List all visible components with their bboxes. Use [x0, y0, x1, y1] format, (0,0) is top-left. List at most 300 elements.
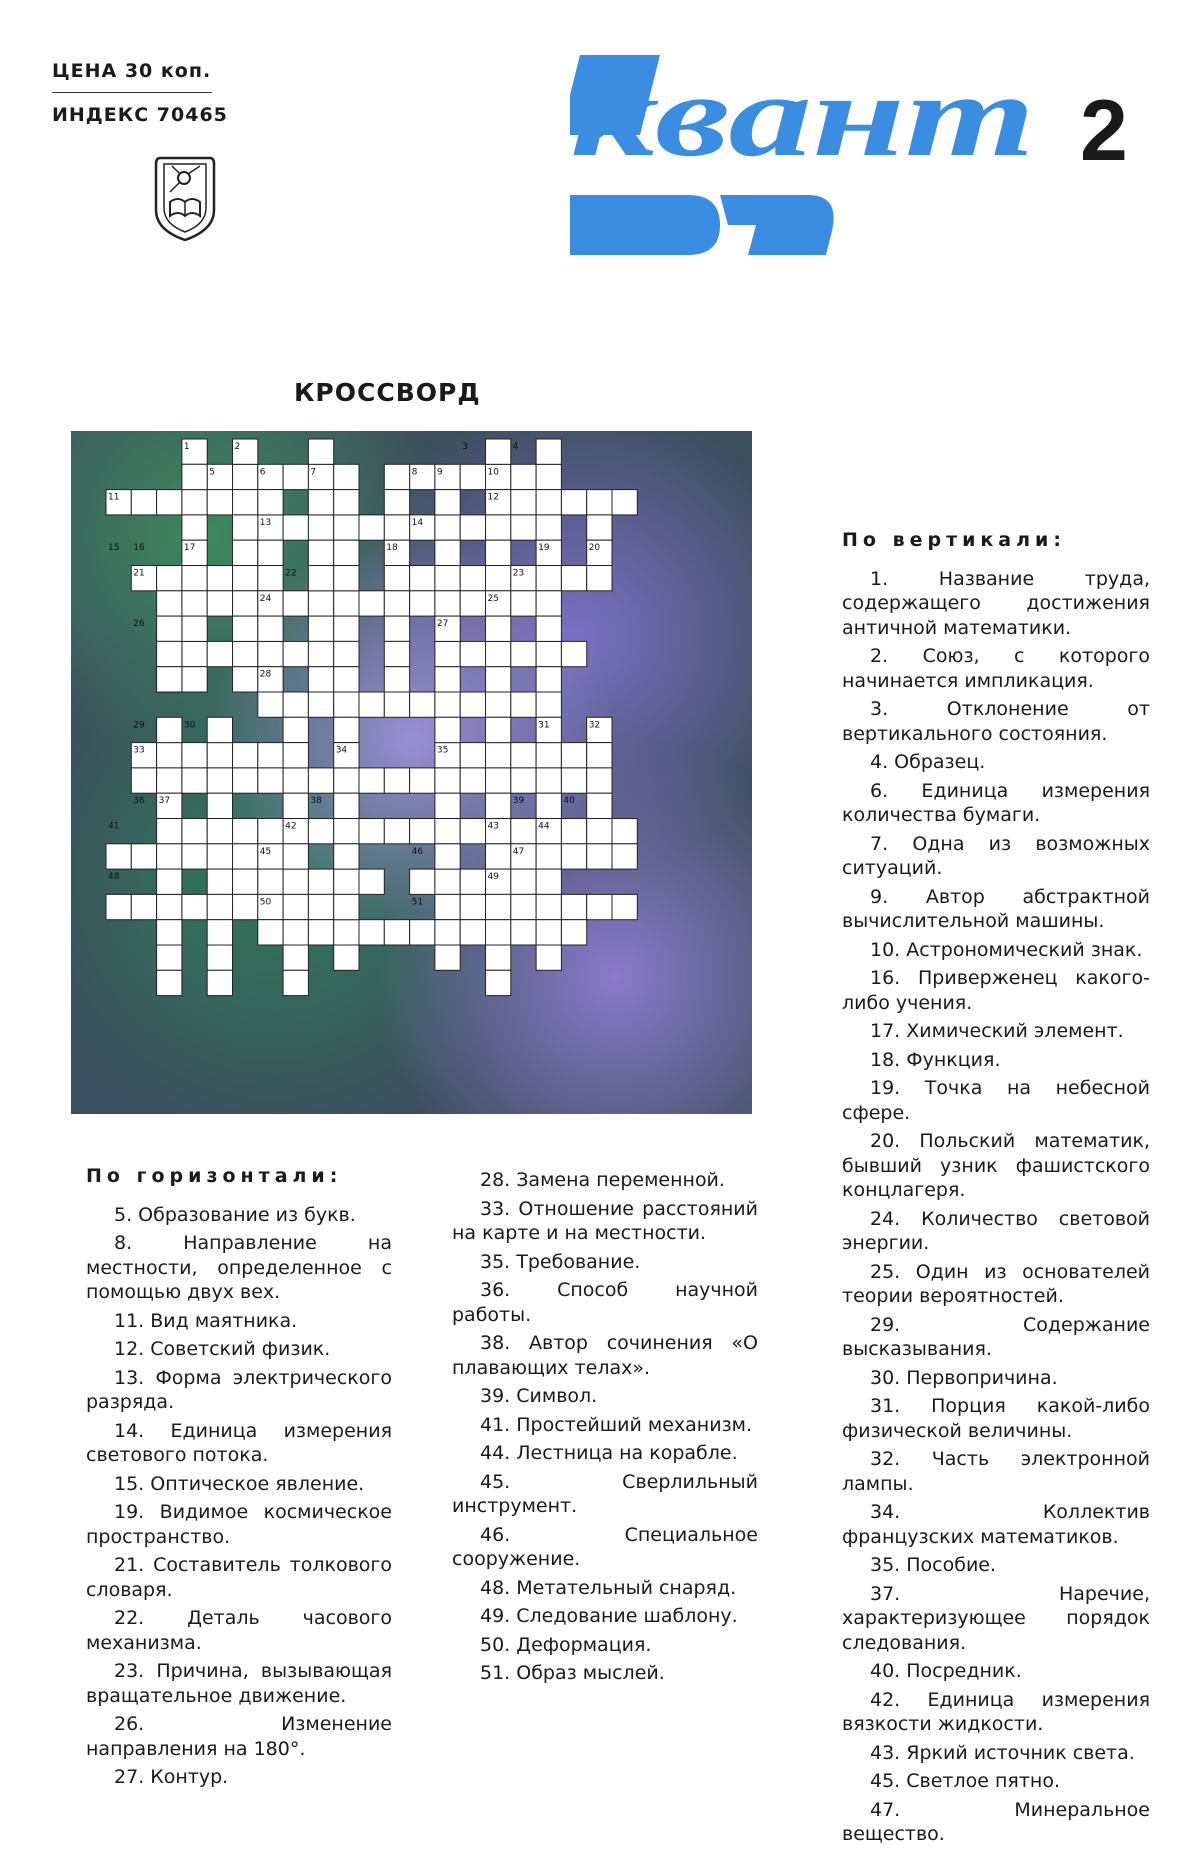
crossword-cell[interactable] — [283, 591, 308, 616]
crossword-cell[interactable] — [536, 641, 561, 666]
crossword-cell[interactable] — [334, 490, 359, 515]
crossword-cell[interactable] — [233, 894, 258, 919]
crossword-cell[interactable] — [308, 819, 333, 844]
clue-number: 22 — [285, 568, 297, 579]
crossword-cell[interactable] — [511, 490, 536, 515]
crossword-cell[interactable] — [308, 920, 333, 945]
crossword-cell[interactable] — [359, 591, 384, 616]
crossword-cell[interactable] — [258, 641, 283, 666]
crossword-cell[interactable] — [334, 667, 359, 692]
clue-number: 36 — [133, 796, 145, 807]
crossword-cell[interactable] — [106, 894, 131, 919]
crossword-cell[interactable] — [334, 692, 359, 717]
crossword-cell[interactable] — [486, 439, 511, 464]
crossword-cell[interactable] — [207, 793, 232, 818]
crossword-cell[interactable] — [460, 743, 485, 768]
crossword-cell[interactable] — [233, 566, 258, 591]
clue-number: 4 — [512, 442, 519, 452]
clue-item: 12. Советский физик. — [114, 1338, 331, 1360]
crossword-cell[interactable] — [157, 920, 182, 945]
clue-item: 1. Название труда, содержащего достижения античной математики. — [842, 567, 1150, 639]
crossword-cell[interactable] — [334, 920, 359, 945]
crossword-cell[interactable] — [334, 717, 359, 742]
crossword-cell[interactable] — [308, 616, 333, 641]
crossword-cell[interactable] — [486, 692, 511, 717]
crossword-cell[interactable] — [157, 768, 182, 793]
crossword-cell[interactable] — [334, 945, 359, 970]
crossword-cell[interactable] — [486, 945, 511, 970]
clue-number: 28 — [259, 669, 272, 680]
crossword-cell[interactable] — [182, 464, 207, 489]
crossword-cell[interactable] — [435, 717, 460, 742]
crossword-cell[interactable] — [587, 844, 612, 869]
clue-item: 51. Образ мыслей. — [480, 1662, 665, 1684]
crossword-cell[interactable] — [207, 970, 232, 995]
crossword-cell[interactable] — [536, 616, 561, 641]
clue-number: 47 — [512, 846, 525, 857]
clue-item: 38. Автор сочинения «О плавающих телах». — [452, 1332, 758, 1379]
crossword-cell[interactable] — [486, 970, 511, 995]
crossword-cell[interactable] — [308, 894, 333, 919]
crossword-cell[interactable] — [536, 667, 561, 692]
index-label: ИНДЕКС 70465 — [52, 104, 228, 126]
crossword-cell[interactable] — [258, 819, 283, 844]
crossword-cell[interactable] — [283, 743, 308, 768]
clue-item: 13. Форма электрического разряда. — [86, 1366, 392, 1413]
crossword-cell[interactable] — [384, 692, 409, 717]
crossword-cell[interactable] — [157, 717, 182, 742]
crossword-cell[interactable] — [207, 844, 232, 869]
crossword-cell[interactable] — [334, 566, 359, 591]
crossword-cell[interactable] — [561, 641, 586, 666]
crossword-cell[interactable] — [233, 768, 258, 793]
crossword-cell[interactable] — [410, 692, 435, 717]
crossword-cell[interactable] — [233, 540, 258, 565]
crossword-cell[interactable] — [157, 945, 182, 970]
crossword-cell[interactable] — [157, 566, 182, 591]
crossword-cell[interactable] — [359, 768, 384, 793]
crossword-cell[interactable] — [308, 692, 333, 717]
crossword-cell[interactable] — [182, 490, 207, 515]
crossword-cell[interactable] — [460, 566, 485, 591]
crossword-cell[interactable] — [182, 894, 207, 919]
crossword-cell[interactable] — [612, 844, 637, 869]
clue-number: 31 — [538, 720, 550, 731]
crossword-cell[interactable] — [233, 591, 258, 616]
crossword-cell[interactable] — [283, 515, 308, 540]
crossword-cell[interactable] — [233, 743, 258, 768]
crossword-cell[interactable] — [410, 920, 435, 945]
crossword-cell[interactable] — [308, 515, 333, 540]
crossword-cell[interactable] — [182, 641, 207, 666]
crossword-cell[interactable] — [182, 819, 207, 844]
crossword-cell[interactable] — [486, 667, 511, 692]
crossword-cell[interactable] — [182, 591, 207, 616]
clue-number: 34 — [335, 745, 348, 756]
crossword-cell[interactable] — [587, 743, 612, 768]
crossword-cell[interactable] — [511, 692, 536, 717]
clue-number: 16 — [133, 543, 145, 554]
crossword-cell[interactable] — [511, 515, 536, 540]
crossword-cell[interactable] — [511, 464, 536, 489]
crossword-cell[interactable] — [536, 768, 561, 793]
crossword-cell[interactable] — [511, 894, 536, 919]
clue-number: 23 — [512, 568, 525, 579]
crossword-cell[interactable] — [308, 490, 333, 515]
logo-text: квант — [570, 55, 1035, 181]
crossword-cell[interactable] — [131, 490, 156, 515]
crossword-cell[interactable] — [283, 894, 308, 919]
crossword-cell[interactable] — [283, 768, 308, 793]
crossword-cell[interactable] — [435, 869, 460, 894]
crossword-cell[interactable] — [207, 490, 232, 515]
crossword-cell[interactable] — [334, 768, 359, 793]
crossword-cell[interactable] — [233, 490, 258, 515]
price-label: ЦЕНА 30 коп. — [52, 60, 212, 82]
crossword-cell[interactable] — [308, 667, 333, 692]
clue-number: 9 — [436, 467, 443, 478]
crossword-cell[interactable] — [207, 819, 232, 844]
crossword-cell[interactable] — [410, 869, 435, 894]
crossword-cell[interactable] — [410, 591, 435, 616]
crossword-cell[interactable] — [536, 692, 561, 717]
crossword-cell[interactable] — [435, 591, 460, 616]
crossword-cell[interactable] — [460, 819, 485, 844]
crossword-cell[interactable] — [258, 692, 283, 717]
crossword-cell[interactable] — [511, 920, 536, 945]
crossword-cell[interactable] — [157, 819, 182, 844]
crossword-cell[interactable] — [233, 869, 258, 894]
crossword-cell[interactable] — [334, 869, 359, 894]
crossword-cell[interactable] — [308, 439, 333, 464]
clue-item: 29. Содержание высказывания. — [842, 1313, 1150, 1360]
crossword-cell[interactable] — [536, 793, 561, 818]
vertical-clues — [842, 528, 1150, 1851]
crossword-cell[interactable] — [384, 591, 409, 616]
clue-number: 7 — [310, 467, 317, 478]
crossword-cell[interactable] — [612, 894, 637, 919]
crossword-cell[interactable] — [460, 894, 485, 919]
crossword-cell[interactable] — [283, 920, 308, 945]
crossword-cell[interactable] — [460, 692, 485, 717]
crossword-cell[interactable] — [334, 641, 359, 666]
crossword-cell[interactable] — [384, 515, 409, 540]
crossword-cell[interactable] — [435, 920, 460, 945]
crossword-cell[interactable] — [536, 439, 561, 464]
crossword-cell[interactable] — [308, 869, 333, 894]
clue-number: 24 — [259, 593, 272, 604]
crossword-cell[interactable] — [587, 793, 612, 818]
crossword-cell[interactable] — [384, 464, 409, 489]
crossword-cell[interactable] — [207, 920, 232, 945]
crossword-cell[interactable] — [233, 515, 258, 540]
crossword-cell[interactable] — [157, 616, 182, 641]
crossword-cell[interactable] — [587, 515, 612, 540]
crossword-cell[interactable] — [157, 667, 182, 692]
crossword-cell[interactable] — [384, 566, 409, 591]
crossword-cell[interactable] — [157, 641, 182, 666]
crossword-cell[interactable] — [334, 540, 359, 565]
crossword-cell[interactable] — [536, 743, 561, 768]
crossword-cell[interactable] — [587, 490, 612, 515]
crossword-cell[interactable] — [435, 490, 460, 515]
crossword-cell[interactable] — [182, 743, 207, 768]
crossword-cell[interactable] — [486, 844, 511, 869]
crossword-cell[interactable] — [157, 490, 182, 515]
crossword-cell[interactable] — [435, 692, 460, 717]
crossword-cell[interactable] — [384, 920, 409, 945]
crossword-cell[interactable] — [258, 869, 283, 894]
crossword-cell[interactable] — [536, 844, 561, 869]
crossword-cell[interactable] — [359, 515, 384, 540]
clue-item: 45. Сверлильный инструмент. — [452, 1470, 758, 1517]
crossword-cell[interactable] — [384, 641, 409, 666]
clue-item: 35. Требование. — [480, 1250, 641, 1273]
clue-number: 17 — [183, 543, 196, 554]
crossword-cell[interactable] — [410, 819, 435, 844]
crossword-cell[interactable] — [233, 464, 258, 489]
crossword-cell[interactable] — [435, 819, 460, 844]
crossword-cell[interactable] — [435, 667, 460, 692]
crossword-cell[interactable] — [587, 819, 612, 844]
crossword-cell[interactable] — [207, 945, 232, 970]
crossword-cell[interactable] — [511, 768, 536, 793]
crossword-cell[interactable] — [511, 819, 536, 844]
crossword-cell[interactable] — [258, 566, 283, 591]
clue-item: 50. Деформация. — [480, 1633, 652, 1656]
crossword-cell[interactable] — [435, 540, 460, 565]
clue-number: 13 — [259, 517, 272, 528]
clue-number: 50 — [259, 897, 272, 908]
crossword-cell[interactable] — [106, 844, 131, 869]
crossword-cell[interactable] — [486, 717, 511, 742]
crossword-cell[interactable] — [334, 515, 359, 540]
crossword-cell[interactable] — [283, 717, 308, 742]
crossword-cell[interactable] — [587, 894, 612, 919]
crossword-cell[interactable] — [207, 768, 232, 793]
crossword-cell[interactable] — [308, 768, 333, 793]
crossword-cell[interactable] — [258, 743, 283, 768]
crossword-cell[interactable] — [435, 945, 460, 970]
clue-item: 17. Химический элемент. — [870, 1020, 1124, 1042]
crossword-cell[interactable] — [486, 540, 511, 565]
crossword-cell[interactable] — [511, 743, 536, 768]
crossword-cell[interactable] — [536, 869, 561, 894]
crossword-cell[interactable] — [308, 566, 333, 591]
crossword-cell[interactable] — [283, 641, 308, 666]
crossword-cell[interactable] — [511, 641, 536, 666]
crossword-cell[interactable] — [587, 566, 612, 591]
crossword-cell[interactable] — [233, 616, 258, 641]
clue-number: 27 — [436, 619, 449, 630]
clue-number: 43 — [487, 821, 499, 832]
crossword-cell[interactable] — [435, 566, 460, 591]
crossword-cell[interactable] — [536, 591, 561, 616]
crossword-cell[interactable] — [157, 844, 182, 869]
crossword-cell[interactable] — [460, 641, 485, 666]
crossword-cell[interactable] — [207, 566, 232, 591]
clue-number: 10 — [487, 467, 499, 478]
clue-item: 8. Направление на местности, определенное с помощью двух вех. — [86, 1232, 392, 1303]
crossword-cell[interactable] — [258, 920, 283, 945]
crossword-cell[interactable] — [561, 819, 586, 844]
crossword-cell[interactable] — [334, 844, 359, 869]
crossword-cell[interactable] — [410, 566, 435, 591]
crossword-cell[interactable] — [334, 793, 359, 818]
crossword-cell[interactable] — [283, 844, 308, 869]
crossword-cell[interactable] — [334, 464, 359, 489]
crossword-cell[interactable] — [384, 768, 409, 793]
crossword-cell[interactable] — [410, 768, 435, 793]
crossword-cell[interactable] — [486, 768, 511, 793]
crossword-cell[interactable] — [561, 566, 586, 591]
crossword-cell[interactable] — [283, 793, 308, 818]
clue-item: 41. Простейший механизм. — [480, 1413, 753, 1436]
crossword-cell[interactable] — [561, 920, 586, 945]
crossword-cell[interactable] — [536, 566, 561, 591]
crossword-cell[interactable] — [486, 894, 511, 919]
crossword-cell[interactable] — [308, 641, 333, 666]
clue-number: 12 — [487, 492, 499, 503]
crossword-cell[interactable] — [536, 490, 561, 515]
crossword-cell[interactable] — [511, 869, 536, 894]
crossword-cell[interactable] — [233, 667, 258, 692]
crossword-cell[interactable] — [486, 743, 511, 768]
crossword-cell[interactable] — [486, 515, 511, 540]
crossword-cell[interactable] — [384, 490, 409, 515]
crossword-cell[interactable] — [283, 464, 308, 489]
crossword-cell[interactable] — [511, 591, 536, 616]
crossword-cell[interactable] — [536, 894, 561, 919]
crossword-cell[interactable] — [308, 591, 333, 616]
crossword-cell[interactable] — [435, 844, 460, 869]
crossword-cell[interactable] — [157, 894, 182, 919]
crossword-cell[interactable] — [435, 515, 460, 540]
crossword-cell[interactable] — [359, 920, 384, 945]
crossword-cell[interactable] — [561, 768, 586, 793]
crossword-cell[interactable] — [283, 869, 308, 894]
crossword-cell[interactable] — [536, 945, 561, 970]
crossword-cell[interactable] — [258, 768, 283, 793]
clue-item: 46. Специальное сооружение. — [452, 1523, 758, 1570]
crossword-cell[interactable] — [233, 819, 258, 844]
crossword-cell[interactable] — [486, 616, 511, 641]
crossword-cell[interactable] — [460, 869, 485, 894]
crossword-cell[interactable] — [157, 591, 182, 616]
crossword-cell[interactable] — [612, 819, 637, 844]
clue-item: 6. Единица измерения количества бумаги. — [842, 779, 1150, 826]
crossword-cell[interactable] — [283, 970, 308, 995]
crossword-cell[interactable] — [207, 894, 232, 919]
clue-number: 35 — [436, 745, 449, 756]
clue-number: 32 — [588, 720, 601, 731]
crossword-cell[interactable] — [157, 743, 182, 768]
crossword-cell[interactable] — [182, 768, 207, 793]
crossword-cell[interactable] — [536, 920, 561, 945]
clue-number: 19 — [538, 543, 550, 554]
crossword-cell[interactable] — [207, 717, 232, 742]
crossword-cell[interactable] — [182, 515, 207, 540]
clue-number: 51 — [411, 897, 424, 908]
vertical-heading: По вертикали: — [842, 529, 1066, 551]
crossword-cell[interactable] — [334, 819, 359, 844]
crossword-cell[interactable] — [334, 616, 359, 641]
crossword-cell[interactable] — [587, 768, 612, 793]
crossword-cell[interactable] — [359, 692, 384, 717]
crossword-cell[interactable] — [359, 819, 384, 844]
crossword-cell[interactable] — [460, 591, 485, 616]
crossword-cell[interactable] — [258, 490, 283, 515]
crossword-cell[interactable] — [182, 667, 207, 692]
crossword-cell[interactable] — [233, 641, 258, 666]
clue-item: 25. Один из основателей теории вероятностей. — [842, 1260, 1150, 1307]
crossword-cell[interactable] — [308, 540, 333, 565]
crossword-cell[interactable] — [182, 616, 207, 641]
crossword-cell[interactable] — [486, 920, 511, 945]
clue-item: 5. Образование из букв. — [114, 1203, 356, 1226]
crossword-cell[interactable] — [460, 464, 485, 489]
clue-item: 2. Союз, с которого начинается импликация. — [842, 645, 1150, 692]
crossword-cell[interactable] — [486, 793, 511, 818]
crossword-cell[interactable] — [612, 490, 637, 515]
crossword-cell[interactable] — [258, 540, 283, 565]
crossword-cell[interactable] — [536, 464, 561, 489]
crossword-cell[interactable] — [435, 641, 460, 666]
crossword-cell[interactable] — [258, 616, 283, 641]
crossword-cell[interactable] — [460, 920, 485, 945]
crossword-cell[interactable] — [283, 692, 308, 717]
crossword-cell[interactable] — [384, 616, 409, 641]
crossword-cell[interactable] — [486, 566, 511, 591]
crossword-cell[interactable] — [486, 641, 511, 666]
crossword-cell[interactable] — [207, 591, 232, 616]
crossword-cell[interactable] — [207, 869, 232, 894]
crossword-cell[interactable] — [435, 793, 460, 818]
horizontal-heading: По горизонтали: — [86, 1165, 343, 1187]
crossword-cell[interactable] — [131, 894, 156, 919]
crossword-cell[interactable] — [182, 566, 207, 591]
crossword-cell[interactable] — [435, 768, 460, 793]
crossword-cell[interactable] — [536, 515, 561, 540]
crossword-cell[interactable] — [131, 844, 156, 869]
crossword-cell[interactable] — [334, 591, 359, 616]
crossword-cell[interactable] — [207, 743, 232, 768]
clue-item: 14. Единица измерения светового потока. — [86, 1419, 392, 1466]
crossword-cell[interactable] — [359, 869, 384, 894]
crossword-cell[interactable] — [233, 844, 258, 869]
clue-item: 15. Оптическое явление. — [114, 1472, 365, 1495]
crossword-cell[interactable] — [157, 869, 182, 894]
crossword-cell[interactable] — [561, 844, 586, 869]
crossword-cell[interactable] — [384, 819, 409, 844]
crossword-cell[interactable] — [283, 945, 308, 970]
crossword-cell[interactable] — [384, 667, 409, 692]
crossword-cell[interactable] — [460, 515, 485, 540]
kvant-logo — [570, 55, 1040, 265]
crossword-cell[interactable] — [334, 894, 359, 919]
crossword-cell[interactable] — [131, 768, 156, 793]
clue-number: 25 — [487, 593, 499, 604]
crossword-cell[interactable] — [435, 894, 460, 919]
crossword-cell[interactable] — [460, 768, 485, 793]
crossword-cell[interactable] — [561, 894, 586, 919]
crossword-cell[interactable] — [207, 641, 232, 666]
crossword-cell[interactable] — [157, 970, 182, 995]
clue-item: 48. Метательный снаряд. — [480, 1576, 737, 1599]
crossword-cell[interactable] — [561, 490, 586, 515]
crossword-cell[interactable] — [561, 743, 586, 768]
crossword-cell[interactable] — [182, 844, 207, 869]
